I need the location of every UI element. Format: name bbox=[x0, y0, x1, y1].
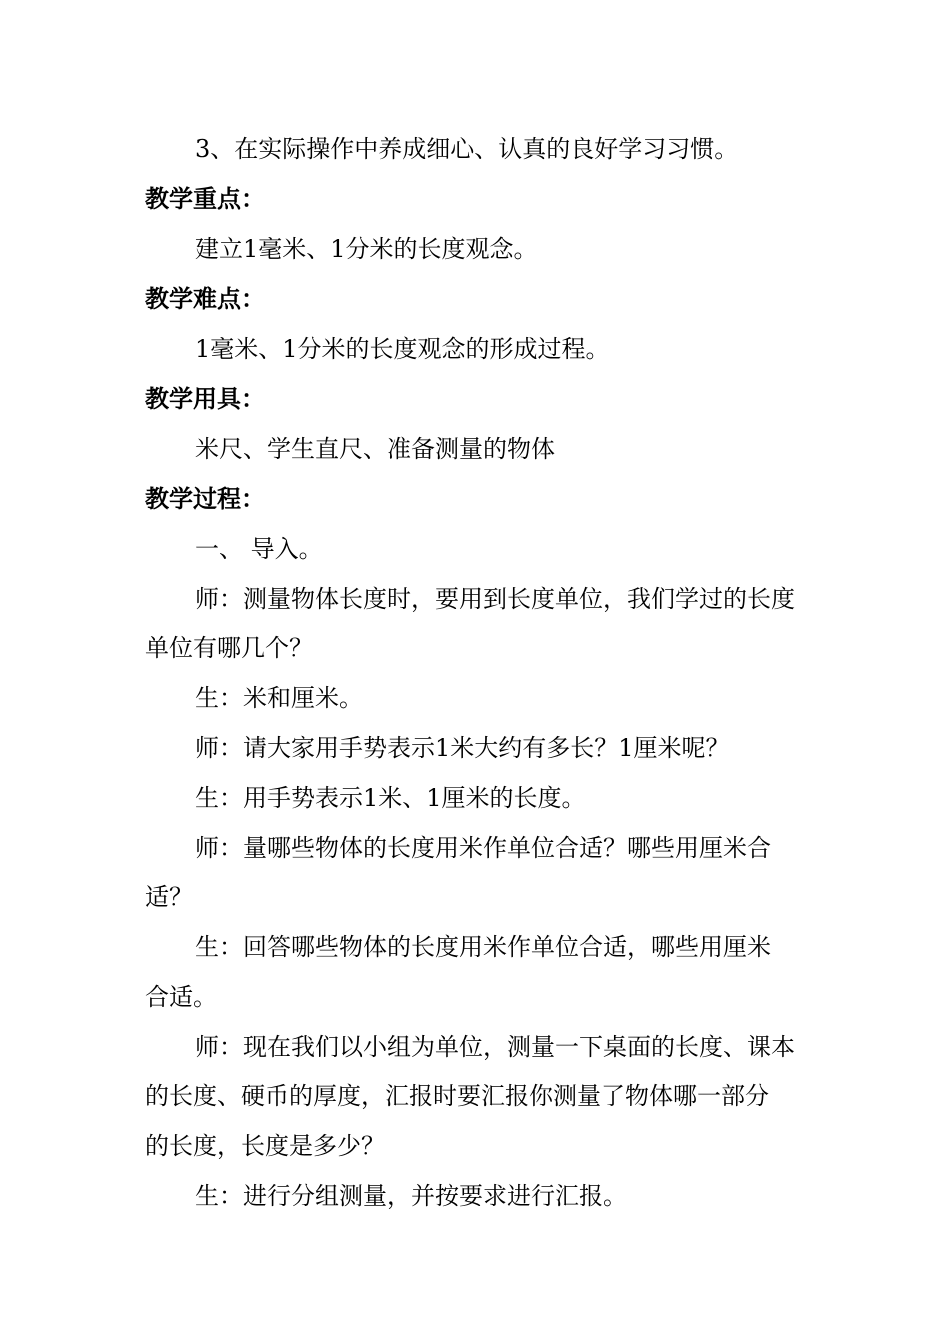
dialogue-line: 生：米和厘米。 bbox=[195, 684, 363, 712]
dialogue-line: 生：用手势表示1米、1厘米的长度。 bbox=[195, 784, 586, 812]
difficult-points-heading: 教学难点： bbox=[145, 285, 265, 313]
dialogue-line-continued: 适？ bbox=[145, 883, 193, 911]
dialogue-line: 生：进行分组测量，并按要求进行汇报。 bbox=[195, 1182, 627, 1210]
section-heading-intro: 一、 导入。 bbox=[195, 535, 323, 563]
dialogue-line-continued: 的长度，长度是多少？ bbox=[145, 1132, 385, 1160]
dialogue-line: 生：回答哪些物体的长度用米作单位合适，哪些用厘米 bbox=[195, 933, 771, 961]
dialogue-line-continued: 的长度、硬币的厚度，汇报时要汇报你测量了物体哪一部分 bbox=[145, 1082, 769, 1110]
dialogue-line: 师：量哪些物体的长度用米作单位合适？哪些用厘米合 bbox=[195, 834, 771, 862]
dialogue-line: 师：现在我们以小组为单位，测量一下桌面的长度、课本 bbox=[195, 1033, 795, 1061]
key-points-text: 建立1毫米、1分米的长度观念。 bbox=[195, 235, 538, 263]
dialogue-line-continued: 单位有哪几个？ bbox=[145, 634, 313, 662]
dialogue-line: 师：测量物体长度时，要用到长度单位，我们学过的长度 bbox=[195, 585, 795, 613]
process-heading: 教学过程： bbox=[145, 485, 265, 513]
dialogue-line-continued: 合适。 bbox=[145, 983, 217, 1011]
key-points-heading: 教学重点： bbox=[145, 185, 265, 213]
difficult-points-text: 1毫米、1分米的长度观念的形成过程。 bbox=[195, 335, 610, 363]
tools-text: 米尺、学生直尺、准备测量的物体 bbox=[195, 435, 555, 463]
objective-3: 3、在实际操作中养成细心、认真的良好学习习惯。 bbox=[195, 135, 739, 163]
dialogue-line: 师：请大家用手势表示1米大约有多长？1厘米呢？ bbox=[195, 734, 730, 762]
tools-heading: 教学用具： bbox=[145, 385, 265, 413]
